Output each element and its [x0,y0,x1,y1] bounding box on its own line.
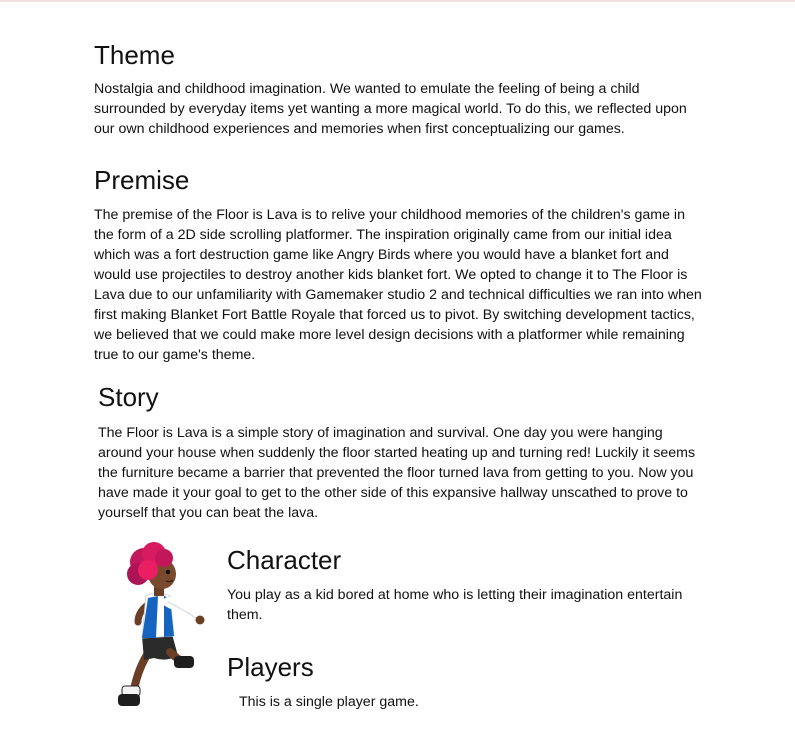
players-heading: Players [227,652,314,682]
story-text: The Floor is Lava is a simple story of imagination and survival. One day you were hanging around your house when suddenly the floor started heating up and turning red! Luckily it seems the furniture became a barrier that prevented the floor turned lava from getting to you. Now you have made it your goal to get to the other side of this expansive hallway unscathed to prove to yourself that you can beat the lava. [98,425,696,521]
theme-heading: Theme [94,40,175,70]
theme-text: Nostalgia and childhood imagination. We wanted to emulate the feeling of being a child surrounded by everyday items yet wanting a more magical world. To do this, we reflected upon our own childhood experiences and memories when first conceptualizing our games. [94,81,687,137]
character-text: You play as a kid bored at home who is letting their imagination entertain them. [227,587,683,623]
top-divider [0,0,795,2]
story-heading: Story [98,382,159,412]
premise-heading: Premise [94,165,190,195]
character-heading: Character [227,545,342,575]
running-kid-character-icon [108,540,213,720]
players-text: This is a single player game. [239,694,419,710]
premise-text: The premise of the Floor is Lava is to relive your childhood memories of the children's game in the form of a 2D side scrolling platformer. The inspiration originally came from our initial idea which was a fort destruction game like Angry Birds where you would have a blanket fort and would use projectiles to destroy another kids blanket fort. We opted to change it to The Floor is Lava due to our unfamiliarity with Gamemaker studio 2 and technical difficulties we ran into when first making Blanket Fort Battle Royale that forced us to pivot. By switching development tactics, we believed that we could make more level design decisions with a platformer while remaining true to our game's theme. [94,207,702,363]
